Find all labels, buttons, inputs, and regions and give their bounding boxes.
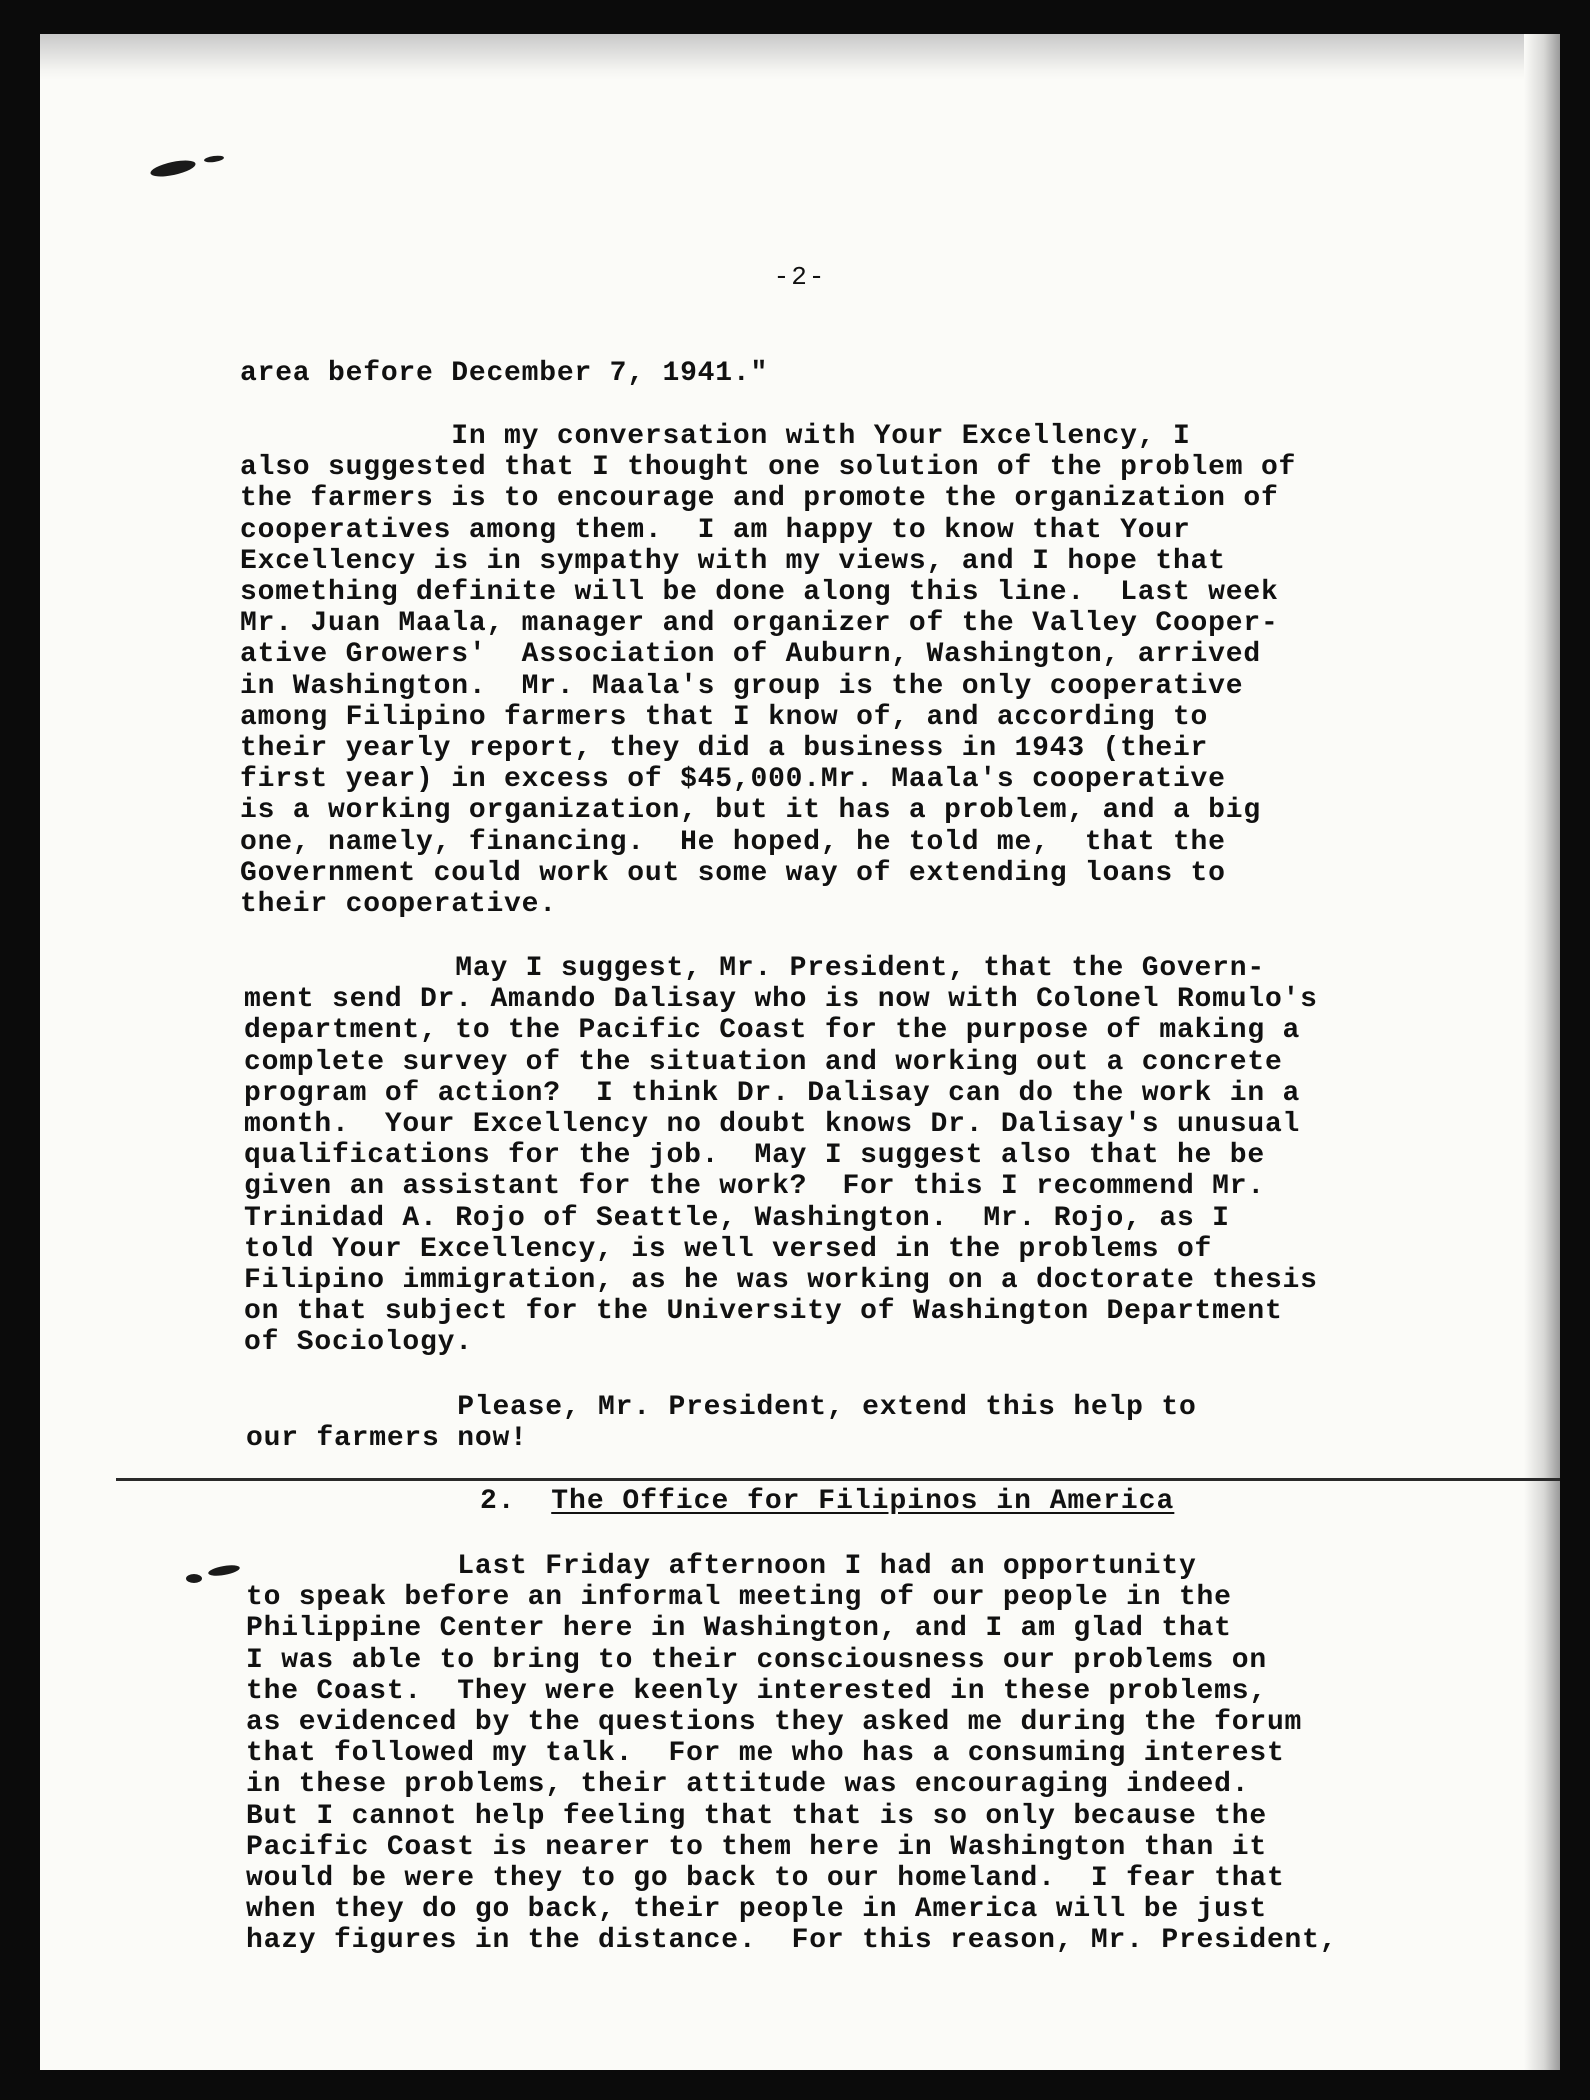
text-line: as evidenced by the questions they asked me during the forum: [246, 1707, 1303, 1738]
text-line: something definite will be done along this line. Last week: [240, 577, 1279, 608]
text-line: Filipino immigration, as he was working on a doctorate thesis: [244, 1265, 1318, 1296]
text-line: on that subject for the University of Washington Department: [244, 1296, 1283, 1328]
text-line: Trinidad A. Rojo of Seattle, Washington. Mr. Rojo, as I: [244, 1202, 1230, 1234]
text-line: that followed my talk. For me who has a consuming interest: [246, 1738, 1285, 1770]
text-line: Please, Mr. President, extend this help to: [246, 1392, 1197, 1423]
text-line: cooperatives among them. I am happy to know that Your: [240, 514, 1191, 546]
page-fold-line: [116, 1478, 1560, 1481]
text-line: month. Your Excellency no doubt knows Dr. Dalisay's unusual: [244, 1109, 1301, 1140]
text-line: Mr. Juan Maala, manager and organizer of the Valley Cooper-: [240, 608, 1279, 640]
text-line: their cooperative.: [240, 889, 557, 920]
text-line: Last Friday afternoon I had an opportunity: [246, 1551, 1197, 1582]
text-line: Government could work out some way of extending loans to: [240, 857, 1226, 889]
text-line: one, namely, financing. He hoped, he told me, that the: [240, 826, 1226, 858]
text-line: Pacific Coast is nearer to them here in Washington than it: [246, 1831, 1267, 1863]
ink-smudge-mark: [149, 157, 197, 179]
page-number: -2-: [773, 262, 827, 292]
text-line: hazy figures in the distance. For this reason, Mr. President,: [246, 1925, 1338, 1957]
section-number: 2.: [480, 1486, 516, 1517]
text-line: department, to the Pacific Coast for the purpose of making a: [244, 1015, 1301, 1047]
text-line: would be were they to go back to our homeland. I fear that: [246, 1863, 1285, 1894]
section-title: The Office for Filipinos in America: [551, 1486, 1175, 1517]
text-line: in Washington. Mr. Maala's group is the only cooperative: [240, 670, 1244, 702]
text-line: given an assistant for the work? For this I recommend Mr.: [244, 1171, 1265, 1203]
text-line: when they do go back, their people in America will be just: [246, 1894, 1267, 1926]
text-line: But I cannot help feeling that that is so only because the: [246, 1800, 1267, 1832]
text-line: Excellency is in sympathy with my views, and I hope that: [240, 545, 1226, 577]
ink-smudge-mark: [186, 1574, 202, 1583]
text-line: is a working organization, but it has a problem, and a big: [240, 795, 1261, 827]
text-line: also suggested that I thought one solution of the problem of: [240, 452, 1297, 484]
text-line: complete survey of the situation and working out a concrete: [244, 1046, 1283, 1078]
text-line: the farmers is to encourage and promote the organization of: [240, 483, 1279, 515]
section-heading: [480, 1486, 1174, 1517]
text-line: program of action? I think Dr. Dalisay can do the work in a: [244, 1077, 1301, 1109]
text-line: in these problems, their attitude was encouraging indeed.: [246, 1769, 1250, 1801]
page-top-fold: [40, 34, 1560, 80]
text-line: our farmers now!: [246, 1423, 528, 1455]
ink-smudge-mark: [204, 155, 225, 164]
page-right-edge-shadow: [1524, 34, 1560, 2070]
text-line: the Coast. They were keenly interested in these problems,: [246, 1675, 1267, 1707]
text-line: among Filipino farmers that I know of, and according to: [240, 701, 1209, 733]
text-line: In my conversation with Your Excellency, I: [240, 421, 1191, 452]
text-line: first year) in excess of $45,000.Mr. Maala's cooperative: [240, 764, 1226, 796]
text-line: I was able to bring to their consciousness our problems on: [246, 1644, 1267, 1676]
text-line: their yearly report, they did a business in 1943 (their: [240, 733, 1209, 764]
text-line: of Sociology.: [244, 1327, 473, 1359]
text-line: qualifications for the job. May I suggest also that he be: [244, 1140, 1265, 1172]
text-line: ative Growers' Association of Auburn, Washington, arrived: [240, 639, 1261, 671]
letter-page: [40, 34, 1560, 2070]
text-line: May I suggest, Mr. President, that the Govern-: [244, 953, 1265, 984]
text-line: Philippine Center here in Washington, and I am glad that: [246, 1613, 1232, 1645]
text-line: to speak before an informal meeting of our people in the: [246, 1582, 1232, 1614]
text-line: area before December 7, 1941.": [240, 358, 769, 389]
ink-smudge-mark: [207, 1563, 240, 1577]
text-line: told Your Excellency, is well versed in the problems of: [244, 1233, 1213, 1265]
text-line: ment send Dr. Amando Dalisay who is now with Colonel Romulo's: [244, 984, 1318, 1016]
